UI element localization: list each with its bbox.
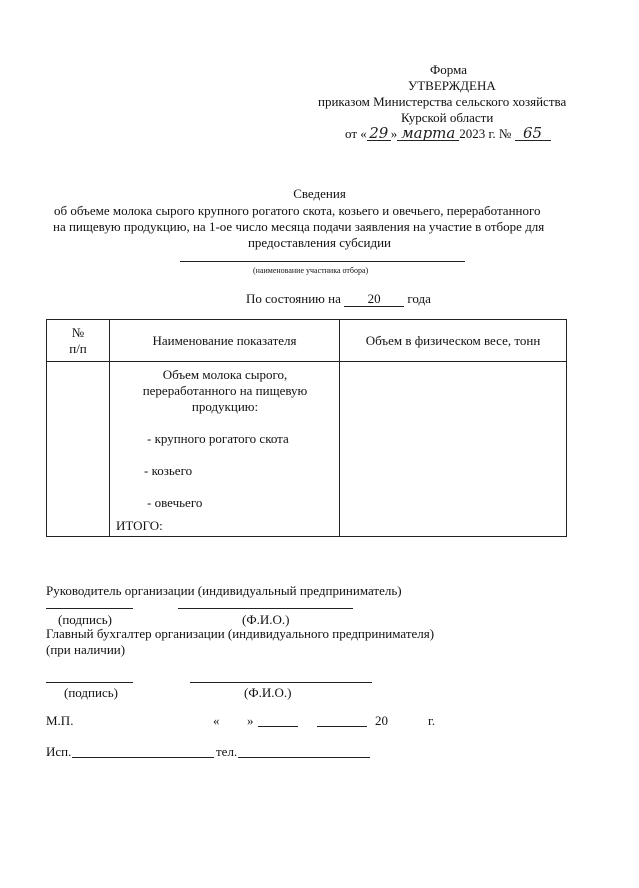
accountant-name-caption: (Ф.И.О.) [244, 685, 292, 700]
participant-caption: (наименование участника отбора) [253, 266, 369, 275]
accountant-name-line [190, 682, 372, 683]
executor-label: Исп. [46, 744, 72, 759]
year-and-number-label: 2023 г. № [459, 126, 512, 141]
order-date-line [345, 126, 551, 142]
phone-label: тел. [216, 744, 238, 759]
date-year-line [317, 726, 367, 727]
day-quote-close: » [390, 126, 398, 141]
head-signature-line [46, 608, 133, 609]
head-name-line [178, 608, 353, 609]
indicator-line-1: Объем молока сырого, [162, 367, 288, 382]
indicator-sheep: - овечьего [147, 495, 203, 510]
form-label: Форма [430, 62, 467, 77]
date-year-suffix: г. [428, 713, 436, 728]
handwritten-number: 65 [515, 126, 551, 141]
from-prefix: от « [345, 126, 367, 141]
header-volume: Объем в физическом весе, тонн [340, 320, 567, 362]
date-quote-close: » [247, 713, 254, 728]
state-as-of-line [246, 291, 431, 307]
num-cell [47, 362, 110, 537]
title-line-1: об объеме молока сырого крупного рогатого скота, козьего и овечьего, переработанного [54, 203, 541, 218]
indicator-line-2: переработанного на пищевую [142, 383, 308, 398]
handwritten-month: марта [397, 126, 459, 141]
header-num [47, 320, 110, 362]
header-num-line1: № [71, 324, 85, 340]
document-title: Сведения [293, 186, 346, 201]
handwritten-day: 29 [367, 126, 391, 141]
state-suffix: года [407, 291, 431, 306]
indicator-cell [110, 362, 340, 537]
accountant-signature-caption: (подпись) [64, 685, 118, 700]
accountant-signature-line [46, 682, 133, 683]
head-signature-caption: (подпись) [58, 612, 112, 627]
state-prefix: По состоянию на [246, 291, 341, 306]
head-of-organization-label: Руководитель организации (индивидуальный предприниматель) [46, 583, 402, 598]
participant-name-line [180, 261, 465, 262]
indicator-cattle: - крупного рогатого скота [147, 431, 289, 446]
state-year-blank [344, 292, 404, 307]
order-line-1: приказом Министерства сельского хозяйства [318, 94, 567, 109]
if-any-label: (при наличии) [46, 642, 126, 657]
header-indicator: Наименование показателя [110, 320, 340, 362]
order-line-2: Курской области [401, 110, 494, 125]
phone-line [238, 757, 370, 758]
indicator-total: ИТОГО: [116, 518, 163, 533]
title-line-3: предоставления субсидии [247, 235, 392, 250]
table-row [47, 362, 567, 537]
date-quote-open: « [213, 713, 220, 728]
indicator-goat: - козьего [144, 463, 193, 478]
volume-cell [340, 362, 567, 537]
table-header-row [47, 320, 567, 362]
milk-volume-table [46, 319, 567, 537]
date-month-line [258, 726, 298, 727]
head-name-caption: (Ф.И.О.) [242, 612, 290, 627]
chief-accountant-label: Главный бухгалтер организации (индивидуального предпринимателя) [46, 626, 435, 641]
title-line-2: на пищевую продукцию, на 1-ое число месяца подачи заявления на участие в отборе для [53, 219, 545, 234]
header-num-line2: п/п [69, 340, 87, 356]
indicator-line-3: продукцию: [191, 399, 259, 414]
executor-line [72, 757, 214, 758]
approved-label: УТВЕРЖДЕНА [408, 78, 496, 93]
date-year: 20 [375, 713, 388, 728]
seal-label: М.П. [46, 713, 74, 728]
state-year: 20 [367, 291, 381, 306]
